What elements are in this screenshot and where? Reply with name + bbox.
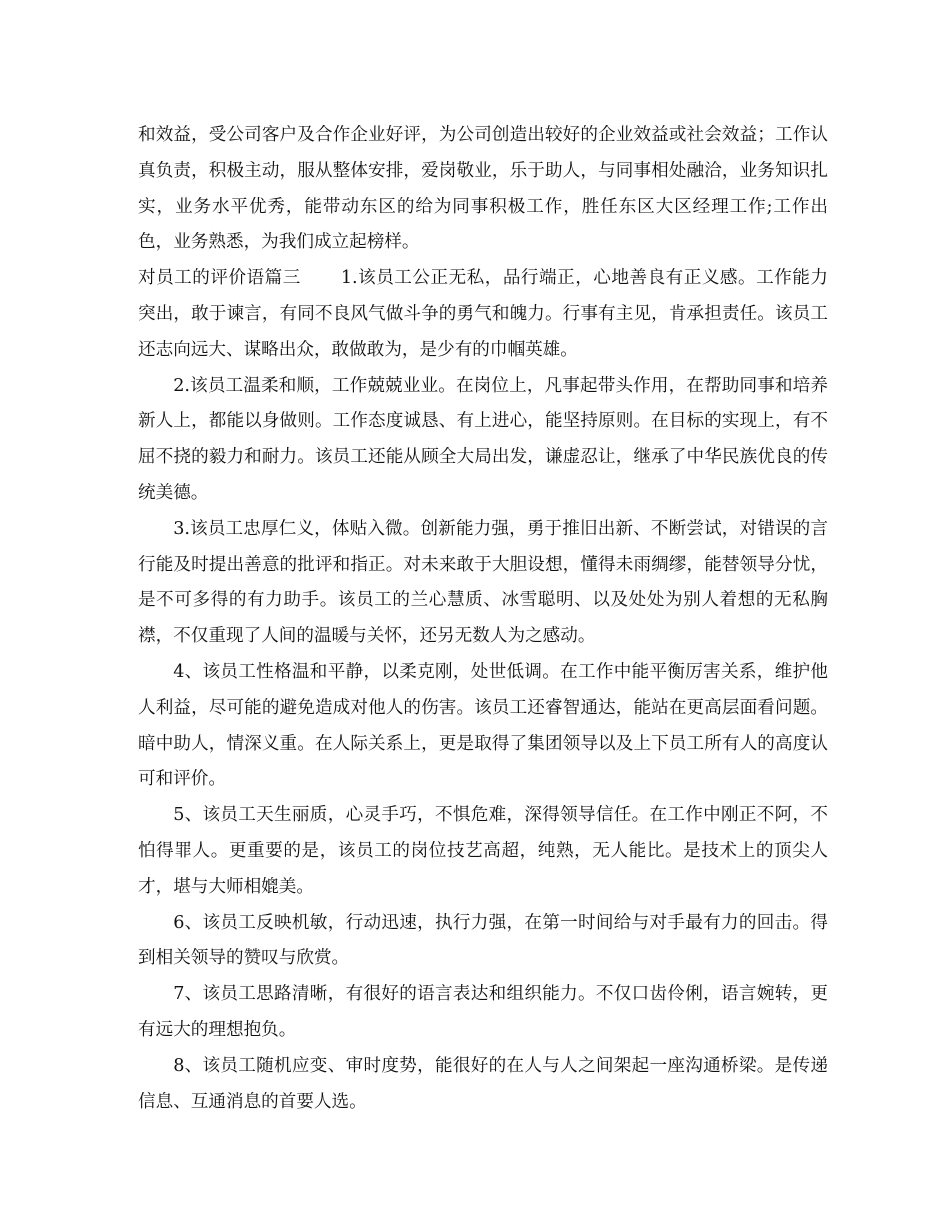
section-heading: 对员工的评价语篇三	[138, 268, 301, 289]
list-item: 6、该员工反映机敏，行动迅速，执行力强，在第一时间给与对手最有力的回击。得到相关领导的赞叹与欣赏。	[138, 912, 828, 969]
section-first-item: 1.该员工公正无私，品行端正，心地善良有正义感。工作能力突出，敢于谏言，有同不良风气做斗争的勇气和魄力。行事有主见，肯承担责任。该员工还志向远大、谋略出众，敢做敢为，是少有的巾帼英雄。	[138, 268, 828, 360]
intro-paragraph: 和效益，受公司客户及合作企业好评，为公司创造出较好的企业效益或社会效益；工作认真负责，积极主动，服从整体安排，爱岗敬业，乐于助人，与同事相处融洽，业务知识扎实，业务水平优秀，能带动东区的给为同事积极工作，胜任东区大区经理工作;工作出色，业务熟悉，为我们成立起榜样。	[138, 125, 828, 253]
list-item: 4、该员工性格温和平静，以柔克刚，处世低调。在工作中能平衡厉害关系，维护他人利益，尽可能的避免造成对他人的伤害。该员工还睿智通达，能站在更高层面看问题。暗中助人，情深义重。在人际关系上，更是取得了集团领导以及上下员工所有人的高度认可和评价。	[138, 661, 828, 790]
section-paragraph	[138, 261, 828, 368]
list-item: 3.该员工忠厚仁义，体贴入微。创新能力强，勇于推旧出新、不断尝试，对错误的言行能及时提出善意的批评和指正。对未来敢于大胆设想，懂得未雨绸缪，能替领导分忧，是不可多得的有力助手。该员工的兰心慧质、冰雪聪明、以及处处为别人着想的无私胸襟，不仅重现了人间的温暖与关怀，还另无数人为之感动。	[138, 518, 828, 647]
list-item: 2.该员工温柔和顺，工作兢兢业业。在岗位上，凡事起带头作用，在帮助同事和培养新人上，都能以身做则。工作态度诚恳、有上进心，能坚持原则。在目标的实现上，有不屈不挠的毅力和耐力。该员工还能从顾全大局出发，谦虚忍让，继承了中华民族优良的传统美德。	[138, 375, 828, 503]
list-item: 8、该员工随机应变、审时度势，能很好的在人与人之间架起一座沟通桥梁。是传递信息、互通消息的首要人选。	[138, 1055, 828, 1112]
list-item: 5、该员工天生丽质，心灵手巧，不惧危难，深得领导信任。在工作中刚正不阿，不怕得罪人。更重要的是，该员工的岗位技艺高超，纯熟，无人能比。是技术上的顶尖人才，堪与大师相媲美。	[138, 805, 828, 897]
list-item: 7、该员工思路清晰，有很好的语言表达和组织能力。不仅口齿伶俐，语言婉转，更有远大的理想抱负。	[138, 984, 828, 1040]
document-body	[138, 118, 828, 1120]
